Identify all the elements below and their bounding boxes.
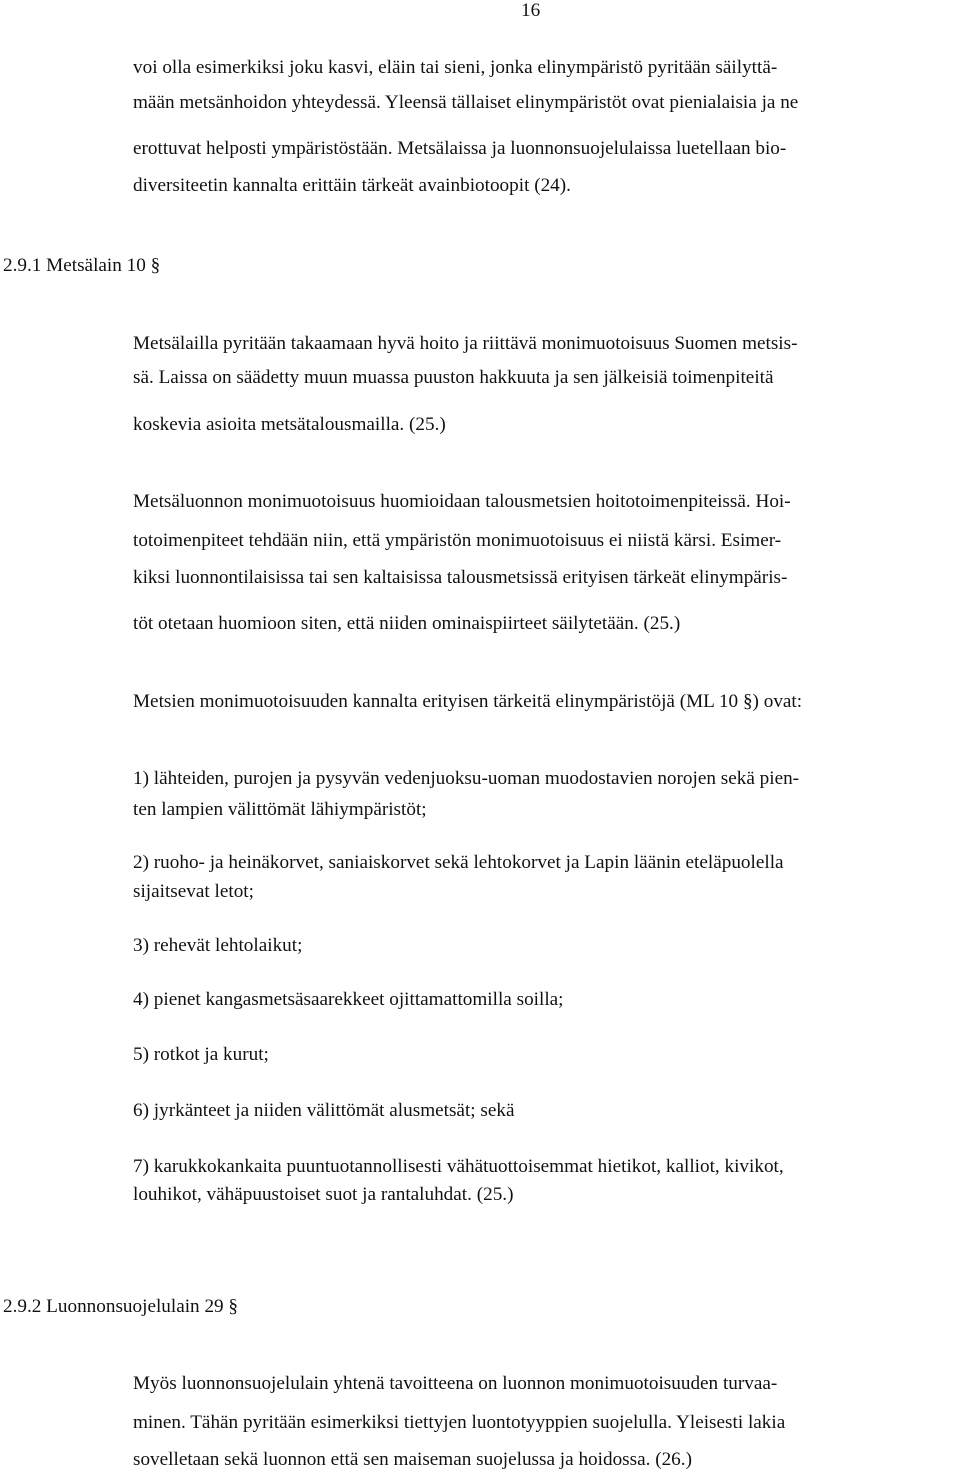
text-line: Metsälailla pyritään takaamaan hyvä hoito ja riittävä monimuotoisuus Suomen metsis-: [133, 333, 798, 354]
list-item: 1) lähteiden, purojen ja pysyvän vedenjuoksu-uoman muodostavien norojen sekä pien-: [133, 768, 800, 789]
text-line: erottuvat helposti ympäristöstään. Metsälaissa ja luonnonsuojelulaissa luetellaan bio-: [133, 138, 787, 159]
text-line: minen. Tähän pyritään esimerkiksi tiettyjen luontotyyppien suojelulla. Yleisesti lakia: [133, 1412, 786, 1433]
section-heading: 2.9.1 Metsälain 10 §: [3, 255, 161, 276]
page-number: 16: [521, 0, 541, 21]
list-item-continued: ten lampien välittömät lähiympäristöt;: [133, 799, 427, 820]
text-line: koskevia asioita metsätalousmailla. (25.): [133, 414, 446, 435]
list-item-continued: louhikot, vähäpuustoiset suot ja rantaluhdat. (25.): [133, 1184, 514, 1205]
text-line: mään metsänhoidon yhteydessä. Yleensä tällaiset elinympäristöt ovat pienialaisia ja ne: [133, 92, 799, 113]
text-line: Myös luonnonsuojelulain yhtenä tavoitteena on luonnon monimuotoisuuden turvaa-: [133, 1373, 778, 1394]
text-line: sä. Laissa on säädetty muun muassa puuston hakkuuta ja sen jälkeisiä toimenpiteitä: [133, 367, 774, 388]
list-item: 4) pienet kangasmetsäsaarekkeet ojittamattomilla soilla;: [133, 989, 564, 1010]
text-line: sovelletaan sekä luonnon että sen maiseman suojelussa ja hoidossa. (26.): [133, 1449, 692, 1470]
list-item: 6) jyrkänteet ja niiden välittömät alusmetsät; sekä: [133, 1100, 515, 1121]
list-intro: Metsien monimuotoisuuden kannalta erityisen tärkeitä elinympäristöjä (ML 10 §) ovat:: [133, 691, 803, 712]
text-line: töt otetaan huomioon siten, että niiden ominaispiirteet säilytetään. (25.): [133, 613, 681, 634]
text-line: voi olla esimerkiksi joku kasvi, eläin tai sieni, jonka elinympäristö pyritään säilyttä-: [133, 57, 778, 78]
list-item-continued: sijaitsevat letot;: [133, 881, 254, 902]
section-heading: 2.9.2 Luonnonsuojelulain 29 §: [3, 1296, 239, 1317]
list-item: 2) ruoho- ja heinäkorvet, saniaiskorvet sekä lehtokorvet ja Lapin läänin eteläpuolella: [133, 852, 784, 873]
text-line: diversiteetin kannalta erittäin tärkeät avainbiotoopit (24).: [133, 175, 571, 196]
text-line: totoimenpiteet tehdään niin, että ympäristön monimuotoisuus ei niistä kärsi. Esimer-: [133, 530, 782, 551]
list-item: 5) rotkot ja kurut;: [133, 1044, 269, 1065]
list-item: 7) karukkokankaita puuntuotannollisesti vähätuottoisemmat hietikot, kalliot, kivikot,: [133, 1156, 784, 1177]
text-line: kiksi luonnontilaisissa tai sen kaltaisissa talousmetsissä erityisen tärkeät elinympäris-: [133, 567, 788, 588]
text-line: Metsäluonnon monimuotoisuus huomioidaan talousmetsien hoitotoimenpiteissä. Hoi-: [133, 491, 791, 512]
list-item: 3) rehevät lehtolaikut;: [133, 935, 303, 956]
